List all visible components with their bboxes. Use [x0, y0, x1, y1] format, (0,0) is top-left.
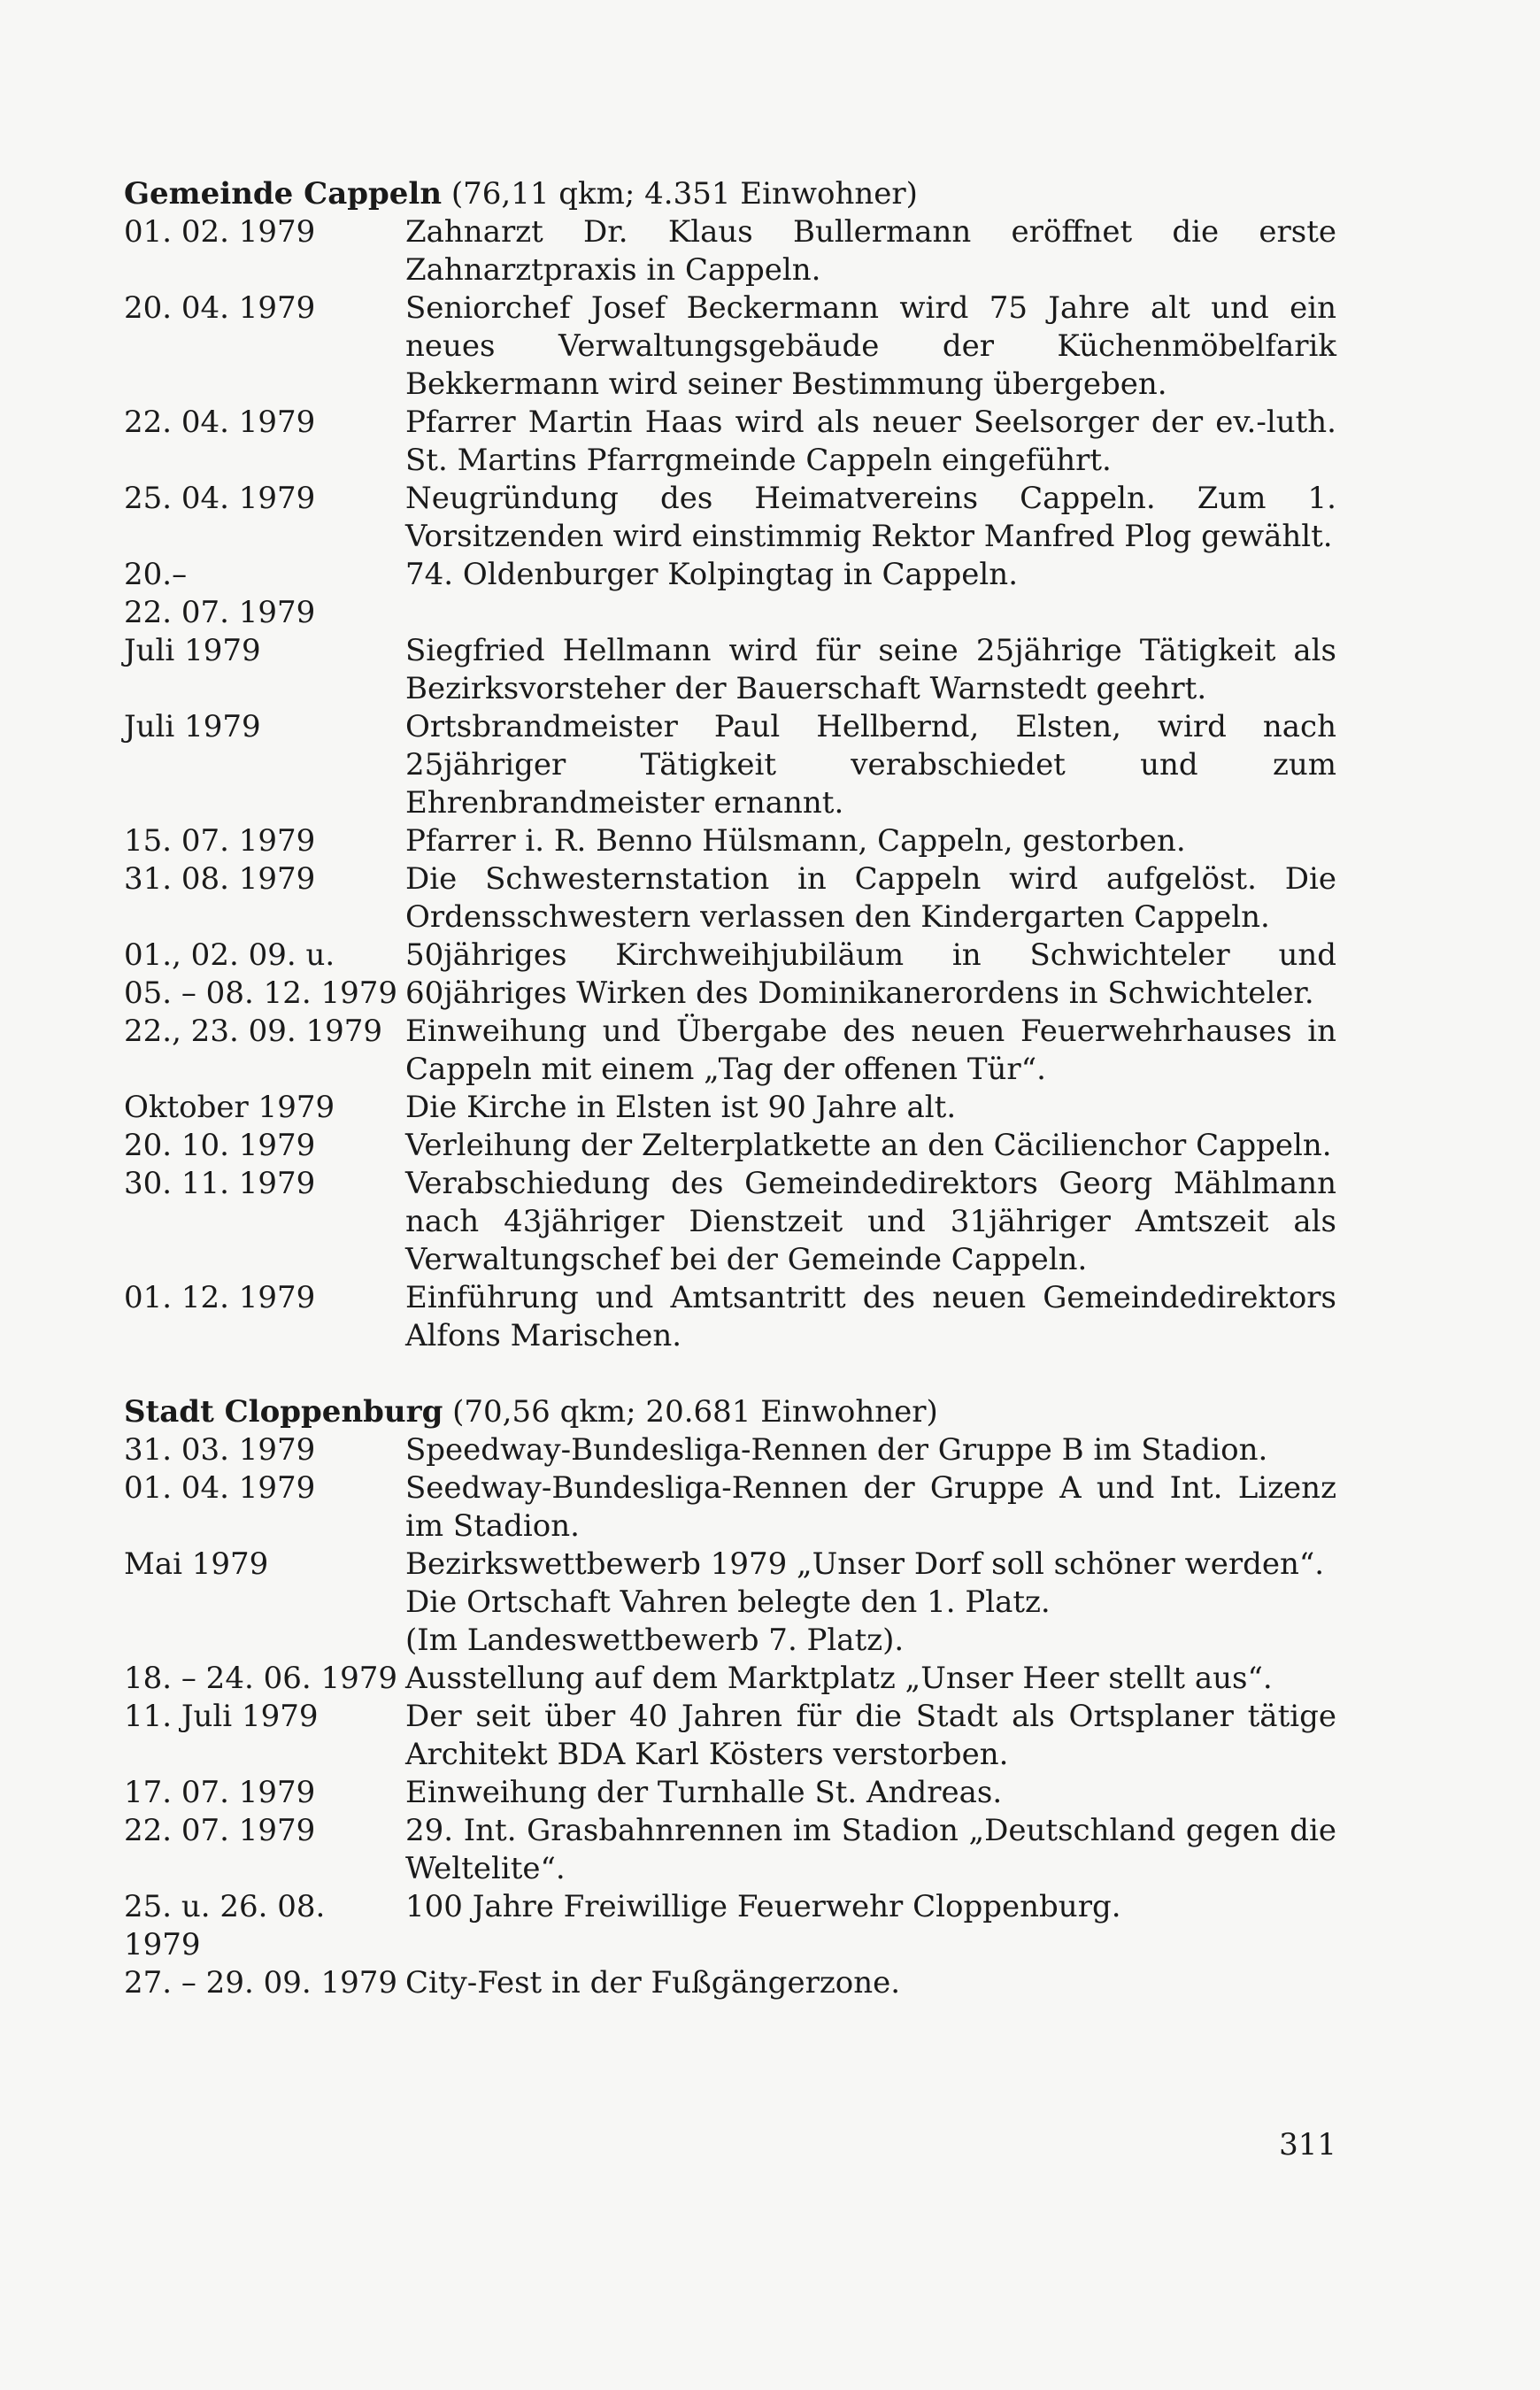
entry-date: 30. 11. 1979 — [124, 1166, 316, 1201]
entry-date: Juli 1979 — [124, 709, 261, 744]
section-info: (70,56 qkm; 20.681 Einwohner) — [452, 1394, 938, 1430]
chronicle-content — [124, 175, 1336, 2040]
entry-text: 29. Int. Grasbahnrennen im Stadion „Deutschland gegen die Weltelite“. — [405, 1813, 1336, 1886]
entry-date: 27. – 29. 09. 1979 — [124, 1965, 397, 2001]
section-name: Gemeinde Cappeln — [124, 176, 443, 212]
entry-date: 20.– 22. 07. 1979 — [124, 557, 316, 630]
chronicle-entry — [124, 937, 1336, 1013]
entry-date: 11. Juli 1979 — [124, 1699, 319, 1734]
entry-text: Verabschiedung des Gemeindedirektors Georg Mählmann nach 43jähriger Dienstzeit und 31jähriger Amtszeit als Verwaltungschef bei der Gemeinde Cappeln. — [405, 1166, 1336, 1277]
entry-text: Seedway-Bundesliga-Rennen der Gruppe A und Int. Lizenz im Stadion. — [405, 1470, 1336, 1544]
entry-date: 25. 04. 1979 — [124, 481, 316, 516]
entry-text: Siegfried Hellmann wird für seine 25jährige Tätigkeit als Bezirksvorsteher der Bauerschaft Warnstedt geehrt. — [405, 633, 1336, 706]
chronicle-entry — [124, 1774, 1336, 1812]
chronicle-entry — [124, 1013, 1336, 1089]
chronicle-entry — [124, 1698, 1336, 1774]
entry-text: 74. Oldenburger Kolpingtag in Cappeln. — [405, 557, 1019, 592]
entry-text: Die Kirche in Elsten ist 90 Jahre alt. — [405, 1090, 957, 1125]
entry-date: 15. 07. 1979 — [124, 823, 316, 859]
entry-text: Pfarrer i. R. Benno Hülsmann, Cappeln, gestorben. — [405, 823, 1186, 859]
entry-text: Ortsbrandmeister Paul Hellbernd, Elsten, wird nach 25jähriger Tätigkeit verabschiedet und zum Ehrenbrandmeister ernannt. — [405, 709, 1336, 821]
chronicle-entry — [124, 822, 1336, 860]
chronicle-entry — [124, 860, 1336, 937]
entry-date: 20. 10. 1979 — [124, 1128, 316, 1163]
entry-date: 25. u. 26. 08. 1979 — [124, 1889, 326, 1962]
chronicle-entry — [124, 1089, 1336, 1127]
section-gemeinde-cappeln — [124, 175, 1336, 1355]
chronicle-entry — [124, 1127, 1336, 1165]
entry-date: Juli 1979 — [124, 633, 261, 668]
entry-text: City-Fest in der Fußgängerzone. — [405, 1965, 901, 2001]
entry-text: Neugründung des Heimatvereins Cappeln. Zum 1. Vorsitzenden wird einstimmig Rektor Manfred Plog gewählt. — [405, 481, 1336, 554]
chronicle-entry — [124, 1279, 1336, 1355]
section-name: Stadt Cloppenburg — [124, 1394, 443, 1430]
section-heading — [124, 175, 1336, 213]
entry-text: Zahnarzt Dr. Klaus Bullermann eröffnet die erste Zahnarztpraxis in Cappeln. — [405, 214, 1336, 288]
entry-date: 31. 08. 1979 — [124, 861, 316, 897]
entry-text: Die Schwesternstation in Cappeln wird aufgelöst. Die Ordensschwestern verlassen den Kindergarten Cappeln. — [405, 861, 1336, 935]
entry-date: 01., 02. 09. u. 05. – 08. 12. 1979 — [124, 937, 397, 1011]
chronicle-entry — [124, 289, 1336, 404]
entry-date: 18. – 24. 06. 1979 — [124, 1661, 397, 1696]
entry-date: Oktober 1979 — [124, 1090, 335, 1125]
entry-text: Einführung und Amtsantritt des neuen Gemeindedirektors Alfons Marischen. — [405, 1280, 1336, 1353]
entry-date: 01. 04. 1979 — [124, 1470, 316, 1506]
entry-date: 31. 03. 1979 — [124, 1432, 316, 1468]
section-info: (76,11 qkm; 4.351 Einwohner) — [450, 176, 918, 212]
chronicle-entry — [124, 1888, 1336, 1964]
entry-text: Der seit über 40 Jahren für die Stadt als Ortsplaner tätige Architekt BDA Karl Kösters verstorben. — [405, 1699, 1336, 1772]
entry-text: Ausstellung auf dem Marktplatz „Unser Heer stellt aus“. — [405, 1661, 1273, 1696]
entry-date: 01. 02. 1979 — [124, 214, 316, 250]
chronicle-entry — [124, 1546, 1336, 1660]
entry-date: 01. 12. 1979 — [124, 1280, 316, 1315]
chronicle-entry — [124, 1812, 1336, 1888]
entry-text: 50jähriges Kirchweihjubiläum in Schwichteler und 60jähriges Wirken des Dominikanerordens in Schwichteler. — [405, 937, 1336, 1011]
chronicle-entry — [124, 1660, 1336, 1698]
section-stadt-cloppenburg — [124, 1393, 1336, 2002]
chronicle-entry — [124, 1165, 1336, 1279]
chronicle-entry — [124, 480, 1336, 556]
chronicle-entry — [124, 404, 1336, 480]
chronicle-entry — [124, 1431, 1336, 1469]
entry-date: 17. 07. 1979 — [124, 1775, 316, 1810]
page-number: 311 — [1279, 2127, 1336, 2163]
chronicle-entry — [124, 556, 1336, 632]
chronicle-entry — [124, 1964, 1336, 2002]
entry-date: 20. 04. 1979 — [124, 290, 316, 326]
entry-text: Verleihung der Zelterplatkette an den Cäcilienchor Cappeln. — [405, 1128, 1332, 1163]
section-heading — [124, 1393, 1336, 1431]
entry-date: Mai 1979 — [124, 1546, 269, 1582]
chronicle-entry — [124, 1469, 1336, 1546]
entry-text: Speedway-Bundesliga-Rennen der Gruppe B im Stadion. — [405, 1432, 1268, 1468]
entry-text: Bezirkswettbewerb 1979 „Unser Dorf soll schöner werden“. Die Ortschaft Vahren belegte den 1. Platz. (Im Landeswettbewerb 7. Platz). — [405, 1546, 1325, 1658]
entry-text: 100 Jahre Freiwillige Feuerwehr Cloppenburg. — [405, 1889, 1121, 1924]
chronicle-entry — [124, 213, 1336, 289]
entry-date: 22. 04. 1979 — [124, 405, 316, 440]
entry-date: 22. 07. 1979 — [124, 1813, 316, 1848]
entry-text: Pfarrer Martin Haas wird als neuer Seelsorger der ev.-luth. St. Martins Pfarrgmeinde Cappeln eingeführt. — [405, 405, 1336, 478]
chronicle-entry — [124, 708, 1336, 822]
entry-text: Einweihung und Übergabe des neuen Feuerwehrhauses in Cappeln mit einem „Tag der offenen Tür“. — [405, 1014, 1336, 1087]
entry-date: 22., 23. 09. 1979 — [124, 1014, 382, 1049]
entry-text: Einweihung der Turnhalle St. Andreas. — [405, 1775, 1003, 1810]
entry-text: Seniorchef Josef Beckermann wird 75 Jahre alt und ein neues Verwaltungsgebäude der Küchenmöbelfarik Bekkermann wird seiner Bestimmung übergeben. — [405, 290, 1336, 402]
chronicle-entry — [124, 632, 1336, 708]
